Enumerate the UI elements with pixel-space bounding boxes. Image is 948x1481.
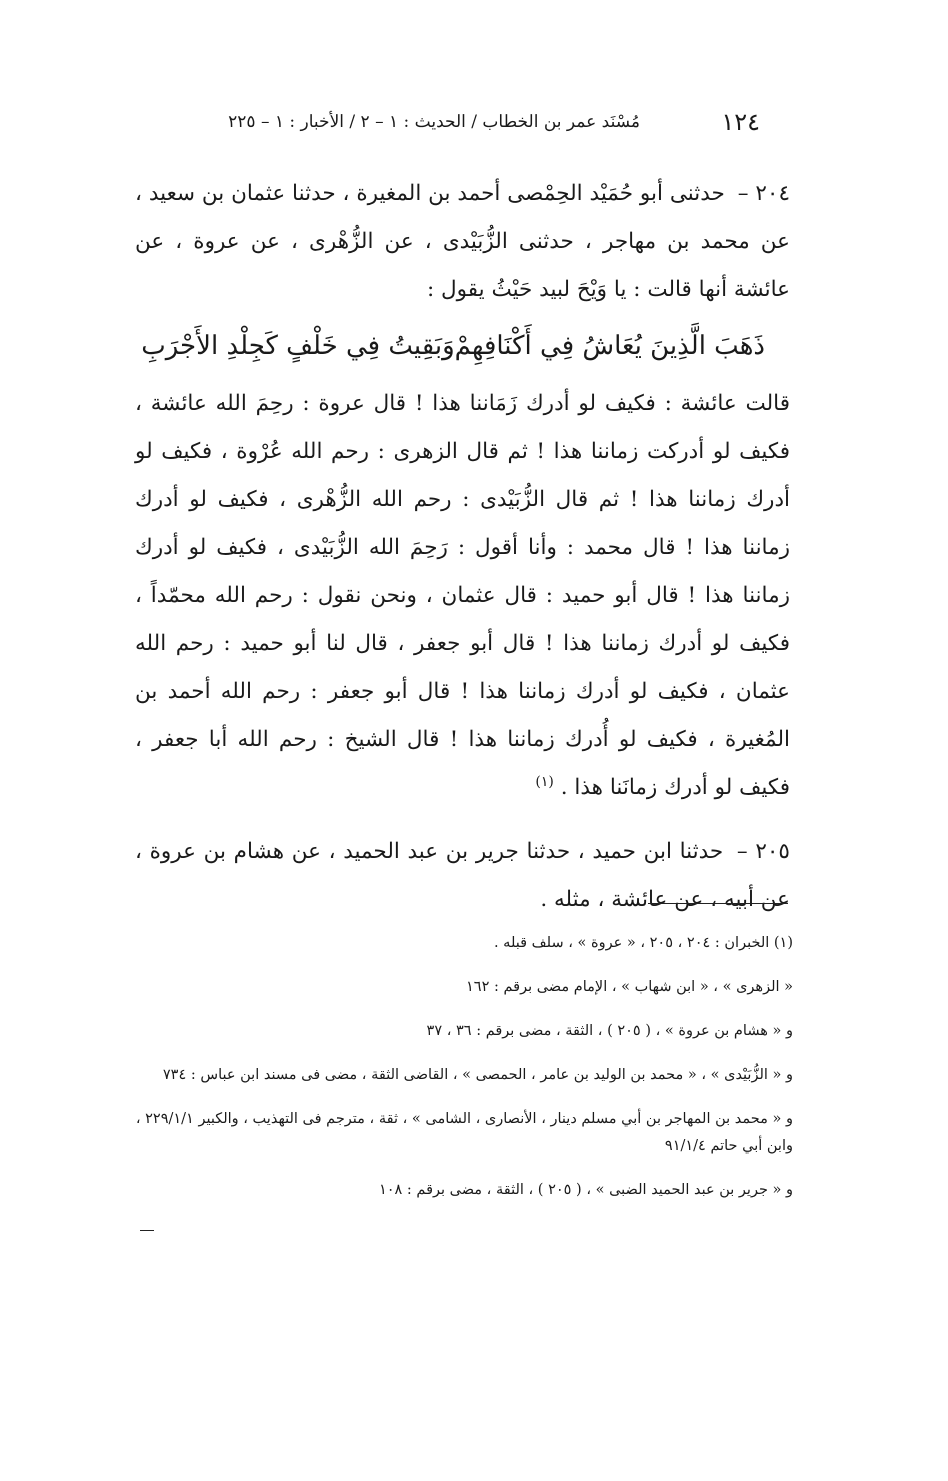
hadith-text: حدثنى أبو حُمَيْد الحِمْصى أحمد بن المغيرة ، حدثنا عثمان بن سعيد ، عن محمد بن مهاجر ، حدثنى الزُّبَيْدى ، عن الزُّهْرى ، عن عروة ، عن عائشة أنها قالت : يا وَيْحَ لبيد حَيْثُ يقول : (135, 181, 790, 302)
footnote-line: و « جرير بن عبد الحميد الضبى » ، ( ٢٠٥ ) ، الثقة ، مضى برقم : ١٠٨ (378, 1182, 793, 1198)
page-number: ١٢٤ (721, 108, 760, 136)
continuation-text: قالت عائشة : فكيف لو أدرك زَمَاننا هذا ! قال عروة : رحِمَ الله عائشة ، فكيف لو أدركت زماننا هذا ! ثم قال الزهرى : رحم الله عُرْوة ، فكيف لو أدرك زماننا هذا ! ثم قال الزُّبَيْدى : رحم الله الزُّهْرى ، فكيف لو أدرك زماننا هذا ! قال محمد : وأنا أقول : رَحِمَ الله الزُّبَيْدى ، فكيف لو أدرك زماننا هذا ! قال أبو حميد : قال عثمان ، ونحن نقول : رحم الله محمّداً ، فكيف لو أدرك زماننا هذا ! قال أبو جعفر ، قال لنا أبو حميد : رحم الله عثمان ، فكيف لو أدرك زماننا هذا ! قال أبو جعفر : رحم الله أحمد بن المُغيرة ، فكيف لو أُدرك زماننا هذا ! قال الشيخ : رحم الله أبا جعفر ، فكيف لو أدرك زمانَنا هذا . (135, 391, 790, 800)
verse-first-hemistich: ذَهَبَ الَّذِينَ يُعَاشُ فِي أَكْنَافِهِمْ (454, 331, 765, 361)
page-header (140, 108, 790, 140)
verse-second-hemistich: وَبَقِيتُ فِي خَلْفٍ كَجِلْدِ الأَجْرَبِ (141, 331, 455, 361)
hadith-205 (135, 828, 790, 924)
footnote-separator (648, 903, 788, 904)
footnote-reference[interactable]: (١) (535, 773, 554, 790)
poetry-verse (135, 314, 790, 380)
footnote-line: « الزهرى » ، « ابن شهاب » ، الإمام مضى برقم : ١٦٢ (466, 979, 793, 995)
hadith-204-continuation (135, 380, 790, 812)
hadith-204 (135, 170, 790, 314)
footnote-line: و « الزُّبَيْدى » ، « محمد بن الوليد بن عامر ، الحمصى » ، القاضى الثقة ، مضى فى مسند ابن عباس : ٧٣٤ (162, 1067, 793, 1083)
hadith-number: ٢٠٥ – (736, 839, 790, 864)
footnote-line: (١) الخبران : ٢٠٤ ، ٢٠٥ ، « عروة » ، سلف قبله . (493, 935, 793, 951)
hadith-number: ٢٠٤ – (737, 181, 790, 206)
running-title: مُسْنَد عمر بن الخطاب / الحديث : ١ – ٢ / الأخبار : ١ – ٢٢٥ (228, 112, 640, 132)
footnotes (128, 930, 793, 1204)
hadith-text: حدثنا ابن حميد ، حدثنا جرير بن عبد الحميد ، عن هشام بن عروة ، عن أبيه ، عن عائشة ، مثله . (135, 839, 790, 912)
footnote-line: و « هشام بن عروة » ، ( ٢٠٥ ) ، الثقة ، مضى برقم : ٣٦ ، ٣٧ (426, 1023, 793, 1039)
main-text (135, 170, 790, 924)
continuation-dash (140, 1230, 154, 1231)
paragraph-spacer (135, 812, 790, 828)
footnote-line: و « محمد بن المهاجر بن أبي مسلم دينار ، الأنصارى ، الشامى » ، ثقة ، مترجم فى التهذيب ، والكبير ٢٢٩/١/١ ، وابن أبي حاتم ٩١/١/٤ (135, 1111, 793, 1154)
